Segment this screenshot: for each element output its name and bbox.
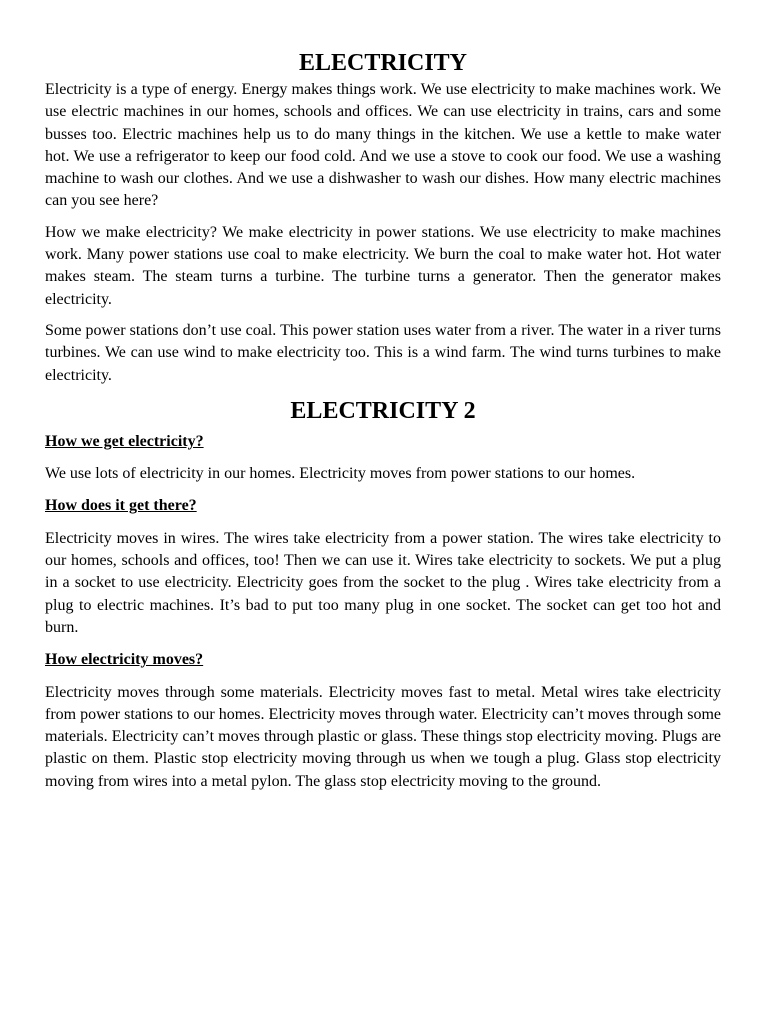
how-we-get-paragraph: We use lots of electricity in our homes. Electricity moves from power stations to our homes. — [45, 465, 636, 483]
page-title: ELECTRICITY — [298, 50, 468, 76]
intro-paragraph: Electricity is a type of energy. Energy makes things work. We use electricity to make machines work. We use electric machines in our homes, schools and offices. We can use electricity in trains, cars and some busses too. Electric machines help us to do many things in the kitchen. We use a kettle to make water hot. We use a refrigerator to keep our food cold. And we use a stove to cook our food. We use a washing machine to wash our clothes. And we use a dishwasher to wash our dishes. How many electric machines can you see here? — [45, 81, 721, 210]
making-electricity-paragraph: How we make electricity? We make electricity in power stations. We use electricity to make machines work. Many power stations use coal to make electricity. We burn the coal to make water hot. Hot water makes steam. The steam turns a turbine. The turbine turns a generator. Then the generator makes electricity. — [45, 223, 721, 308]
subheading-how-electricity-moves: How electricity moves? — [45, 651, 204, 669]
document-page — [45, 44, 721, 793]
other-power-stations-paragraph: Some power stations don’t use coal. This power station uses water from a river. The water in a river turns turbines. We can use wind to make electricity too. This is a wind farm. The wind turns turbines to make electricity. — [45, 321, 721, 384]
how-electricity-moves-paragraph: Electricity moves through some materials. Electricity moves fast to metal. Metal wires take electricity from power stations to our homes. Electricity moves through water. Electricity can’t moves through some materials. Electricity can’t moves through plastic or glass. These things stop electricity moving. Plugs are plastic on them. Plastic stop electricity moving through us when we tough a plug. Glass stop electricity moving from wires into a metal pylon. The glass stop electricity moving to the ground. — [45, 683, 721, 790]
how-does-it-get-there-paragraph: Electricity moves in wires. The wires take electricity from a power station. The wires take electricity to our homes, schools and offices, too! Then we can use it. Wires take electricity to sockets. We put a plug in a socket to use electricity. Electricity goes from the socket to the plug . Wires take electricity from a plug to electric machines. It’s bad to put too many plug in one socket. The socket can get too hot and burn. — [45, 529, 721, 636]
section-title: ELECTRICITY 2 — [290, 397, 476, 424]
subheading-how-does-it-get-there: How does it get there? — [45, 497, 197, 515]
subheading-how-we-get: How we get electricity? — [45, 432, 204, 450]
